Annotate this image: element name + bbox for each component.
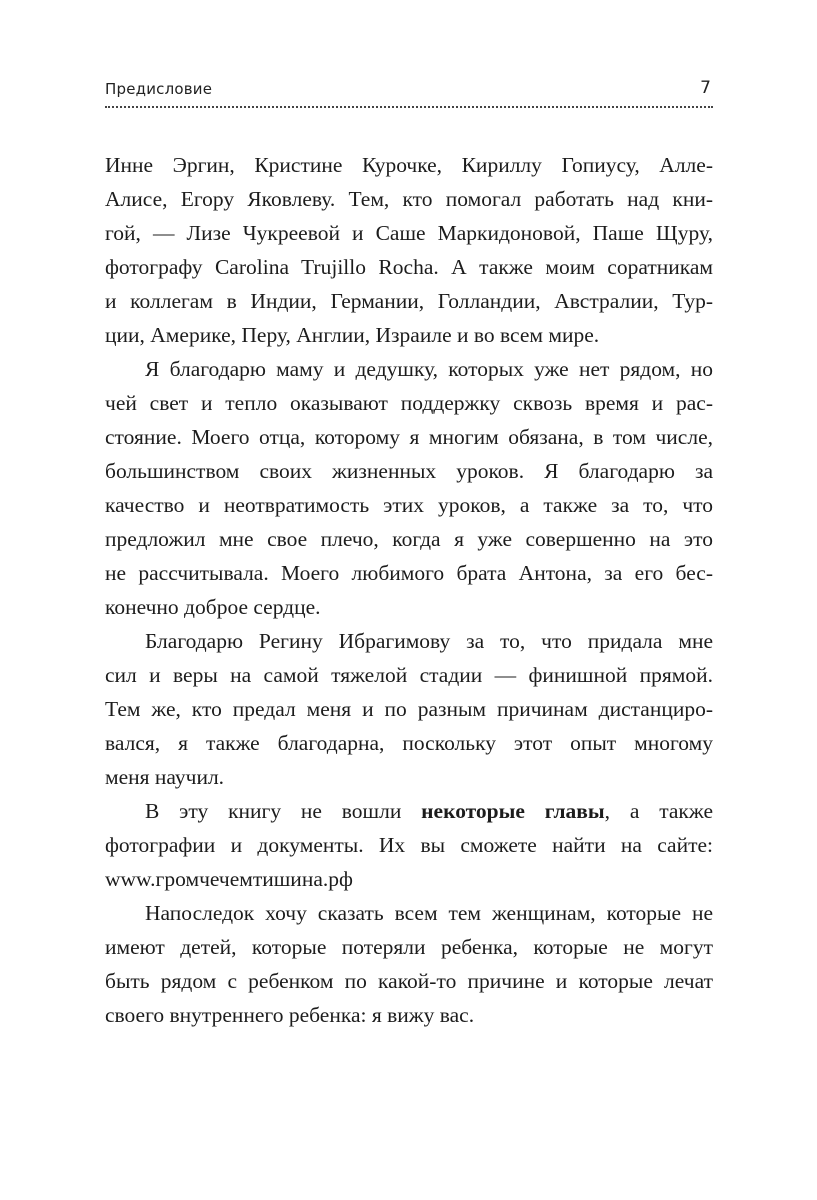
text-line: Алисе, Егору Яковлеву. Тем, кто помогал работать над кни- — [105, 187, 713, 211]
chapter-title: Предисловие — [105, 80, 213, 98]
text-line — [105, 794, 713, 828]
paragraph-5 — [105, 896, 713, 1032]
text-line: Инне Эргин, Кристине Курочке, Кириллу Гопиусу, Алле- — [105, 153, 713, 177]
paragraph-3 — [105, 624, 713, 794]
text-line: большинством своих жизненных уроков. Я благодарю за — [105, 459, 713, 483]
text-line: Благодарю Регину Ибрагимову за то, что придала мне — [145, 629, 713, 653]
website-link: www.громчечемтишина.рф — [105, 867, 353, 891]
running-header — [105, 80, 713, 104]
text-line: ции, Америке, Перу, Англии, Израиле и во всем мире. — [105, 323, 600, 347]
page-number: 7 — [700, 78, 711, 98]
text-line: сил и веры на самой тяжелой стадии — финишной прямой. — [105, 663, 713, 687]
paragraph-2 — [105, 352, 713, 624]
text-line: не рассчитывала. Моего любимого брата Антона, за его бес- — [105, 561, 713, 585]
paragraph-1 — [105, 148, 713, 352]
page-body — [105, 148, 713, 1032]
text-line: имеют детей, которые потеряли ребенка, которые не могут — [105, 935, 713, 959]
text-line: меня научил. — [105, 765, 225, 789]
header-divider — [105, 106, 713, 108]
text-line: фотографу Carolina Trujillo Rocha. А также моим соратникам — [105, 255, 713, 279]
text-line: Напоследок хочу сказать всем тем женщинам, которые не — [145, 901, 713, 925]
text-line: Тем же, кто предал меня и по разным причинам дистанциро- — [105, 697, 713, 721]
text-line: конечно доброе сердце. — [105, 595, 321, 619]
text-line: стояние. Моего отца, которому я многим обязана, в том числе, — [105, 425, 713, 449]
text-run: , а также — [604, 799, 713, 823]
bold-phrase: некоторые главы — [421, 799, 605, 823]
text-line: предложил мне свое плечо, когда я уже совершенно на это — [105, 527, 713, 551]
text-line: быть рядом с ребенком по какой-то причине и которые лечат — [105, 969, 713, 993]
paragraph-4 — [105, 794, 713, 896]
text-line: своего внутреннего ребенка: я вижу вас. — [105, 1003, 475, 1027]
text-line: Я благодарю маму и дедушку, которых уже нет рядом, но — [145, 357, 713, 381]
text-line: фотографии и документы. Их вы сможете найти на сайте: — [105, 833, 713, 857]
text-line: чей свет и тепло оказывают поддержку сквозь время и рас- — [105, 391, 713, 415]
text-run: В эту книгу не вошли — [145, 799, 422, 823]
text-line: вался, я также благодарна, поскольку этот опыт многому — [105, 731, 713, 755]
text-line: и коллегам в Индии, Германии, Голландии, Австралии, Тур- — [105, 289, 713, 313]
text-line: гой, — Лизе Чукреевой и Саше Маркидоновой, Паше Щуру, — [105, 221, 713, 245]
text-line: качество и неотвратимость этих уроков, а также за то, что — [105, 493, 713, 517]
